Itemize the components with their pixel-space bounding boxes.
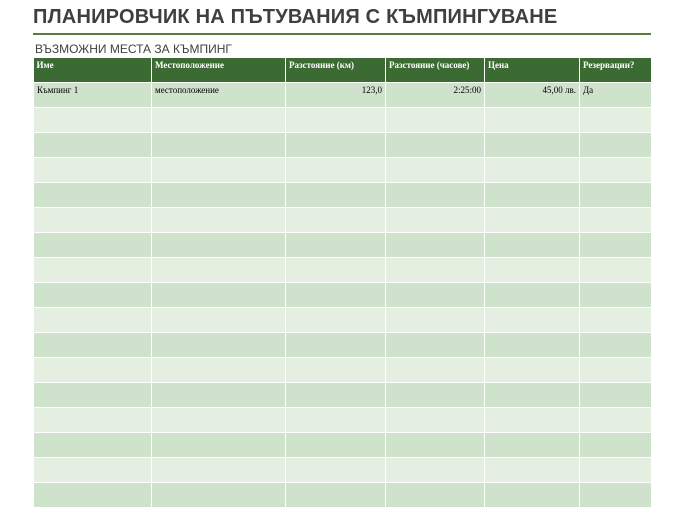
cell-name[interactable] xyxy=(34,157,152,182)
cell-distance-km[interactable] xyxy=(286,257,386,282)
cell-name[interactable] xyxy=(34,182,152,207)
cell-distance-km[interactable] xyxy=(286,132,386,157)
cell-reservations[interactable] xyxy=(580,207,652,232)
table-row xyxy=(34,107,652,132)
cell-reservations[interactable] xyxy=(580,307,652,332)
cell-distance-km[interactable] xyxy=(286,307,386,332)
table-row xyxy=(34,307,652,332)
cell-reservations[interactable] xyxy=(580,357,652,382)
header-distance-km[interactable]: Разстояние (км) xyxy=(286,58,386,82)
table-row xyxy=(34,132,652,157)
cell-distance-hours[interactable] xyxy=(386,107,485,132)
cell-reservations[interactable] xyxy=(580,282,652,307)
cell-price[interactable] xyxy=(485,307,580,332)
cell-reservations[interactable]: Да xyxy=(580,82,652,107)
cell-distance-hours[interactable] xyxy=(386,332,485,357)
cell-price[interactable]: 45,00 лв. xyxy=(485,82,580,107)
cell-distance-hours[interactable] xyxy=(386,132,485,157)
cell-distance-km[interactable] xyxy=(286,107,386,132)
cell-distance-hours[interactable] xyxy=(386,482,485,507)
cell-distance-km[interactable]: 123,0 xyxy=(286,82,386,107)
header-price[interactable]: Цена xyxy=(485,58,580,82)
cell-price[interactable] xyxy=(485,207,580,232)
cell-location[interactable] xyxy=(152,382,286,407)
cell-name[interactable] xyxy=(34,382,152,407)
cell-distance-hours[interactable] xyxy=(386,257,485,282)
table-header-row xyxy=(34,58,652,82)
cell-price[interactable] xyxy=(485,182,580,207)
cell-name[interactable] xyxy=(34,457,152,482)
cell-location[interactable] xyxy=(152,257,286,282)
table-row xyxy=(34,232,652,257)
cell-location[interactable] xyxy=(152,107,286,132)
cell-name[interactable] xyxy=(34,332,152,357)
cell-price[interactable] xyxy=(485,232,580,257)
cell-distance-km[interactable] xyxy=(286,432,386,457)
cell-name[interactable] xyxy=(34,207,152,232)
cell-distance-km[interactable] xyxy=(286,157,386,182)
cell-location[interactable] xyxy=(152,357,286,382)
cell-location[interactable] xyxy=(152,407,286,432)
cell-distance-km[interactable] xyxy=(286,232,386,257)
cell-distance-km[interactable] xyxy=(286,207,386,232)
cell-price[interactable] xyxy=(485,432,580,457)
table-row xyxy=(34,82,652,107)
cell-price[interactable] xyxy=(485,482,580,507)
cell-name[interactable]: Къмпинг 1 xyxy=(34,82,152,107)
cell-location[interactable] xyxy=(152,132,286,157)
cell-price[interactable] xyxy=(485,157,580,182)
cell-location[interactable]: местоположение xyxy=(152,82,286,107)
cell-location[interactable] xyxy=(152,432,286,457)
section-heading: ВЪЗМОЖНИ МЕСТА ЗА КЪМПИНГ xyxy=(35,42,232,56)
cell-price[interactable] xyxy=(485,257,580,282)
cell-distance-km[interactable] xyxy=(286,482,386,507)
cell-distance-hours[interactable] xyxy=(386,432,485,457)
cell-distance-hours[interactable] xyxy=(386,232,485,257)
cell-distance-km[interactable] xyxy=(286,357,386,382)
cell-price[interactable] xyxy=(485,382,580,407)
cell-price[interactable] xyxy=(485,457,580,482)
cell-reservations[interactable] xyxy=(580,482,652,507)
cell-distance-hours[interactable] xyxy=(386,307,485,332)
header-reservations[interactable]: Резервации? xyxy=(580,58,652,82)
cell-name[interactable] xyxy=(34,307,152,332)
cell-distance-km[interactable] xyxy=(286,282,386,307)
cell-distance-hours[interactable] xyxy=(386,157,485,182)
cell-distance-hours[interactable] xyxy=(386,357,485,382)
table-row xyxy=(34,482,652,507)
cell-name[interactable] xyxy=(34,232,152,257)
title-divider xyxy=(33,33,651,35)
page-title: ПЛАНИРОВЧИК НА ПЪТУВАНИЯ С КЪМПИНГУВАНЕ xyxy=(33,6,558,28)
table-row xyxy=(34,282,652,307)
cell-reservations[interactable] xyxy=(580,332,652,357)
table-row xyxy=(34,182,652,207)
cell-reservations[interactable] xyxy=(580,432,652,457)
cell-price[interactable] xyxy=(485,357,580,382)
cell-location[interactable] xyxy=(152,232,286,257)
cell-distance-hours[interactable] xyxy=(386,407,485,432)
cell-reservations[interactable] xyxy=(580,157,652,182)
cell-name[interactable] xyxy=(34,407,152,432)
cell-distance-km[interactable] xyxy=(286,382,386,407)
cell-price[interactable] xyxy=(485,332,580,357)
cell-price[interactable] xyxy=(485,282,580,307)
cell-name[interactable] xyxy=(34,482,152,507)
cell-location[interactable] xyxy=(152,207,286,232)
cell-location[interactable] xyxy=(152,282,286,307)
cell-distance-km[interactable] xyxy=(286,407,386,432)
cell-distance-hours[interactable] xyxy=(386,457,485,482)
table-row xyxy=(34,207,652,232)
cell-location[interactable] xyxy=(152,157,286,182)
header-distance-hours[interactable]: Разстояние (часове) xyxy=(386,58,485,82)
cell-price[interactable] xyxy=(485,132,580,157)
cell-distance-km[interactable] xyxy=(286,457,386,482)
table-row xyxy=(34,157,652,182)
header-name[interactable]: Име xyxy=(34,58,152,82)
table-row xyxy=(34,432,652,457)
cell-reservations[interactable] xyxy=(580,257,652,282)
cell-location[interactable] xyxy=(152,482,286,507)
campsites-table xyxy=(33,58,652,508)
cell-distance-hours[interactable] xyxy=(386,207,485,232)
table-row xyxy=(34,257,652,282)
table-row xyxy=(34,382,652,407)
cell-name[interactable] xyxy=(34,132,152,157)
cell-distance-hours[interactable] xyxy=(386,182,485,207)
cell-distance-km[interactable] xyxy=(286,182,386,207)
cell-price[interactable] xyxy=(485,407,580,432)
cell-location[interactable] xyxy=(152,457,286,482)
table-row xyxy=(34,357,652,382)
cell-name[interactable] xyxy=(34,107,152,132)
cell-reservations[interactable] xyxy=(580,407,652,432)
cell-reservations[interactable] xyxy=(580,132,652,157)
cell-reservations[interactable] xyxy=(580,232,652,257)
cell-distance-hours[interactable] xyxy=(386,382,485,407)
cell-distance-hours[interactable] xyxy=(386,282,485,307)
cell-name[interactable] xyxy=(34,282,152,307)
cell-reservations[interactable] xyxy=(580,182,652,207)
cell-name[interactable] xyxy=(34,257,152,282)
cell-name[interactable] xyxy=(34,357,152,382)
table-row xyxy=(34,332,652,357)
cell-reservations[interactable] xyxy=(580,457,652,482)
cell-name[interactable] xyxy=(34,432,152,457)
cell-reservations[interactable] xyxy=(580,107,652,132)
cell-reservations[interactable] xyxy=(580,382,652,407)
cell-distance-hours[interactable]: 2:25:00 xyxy=(386,82,485,107)
table-row xyxy=(34,457,652,482)
cell-distance-km[interactable] xyxy=(286,332,386,357)
cell-location[interactable] xyxy=(152,332,286,357)
cell-location[interactable] xyxy=(152,182,286,207)
table-body xyxy=(34,82,652,507)
header-location[interactable]: Местоположение xyxy=(152,58,286,82)
cell-price[interactable] xyxy=(485,107,580,132)
cell-location[interactable] xyxy=(152,307,286,332)
table-row xyxy=(34,407,652,432)
